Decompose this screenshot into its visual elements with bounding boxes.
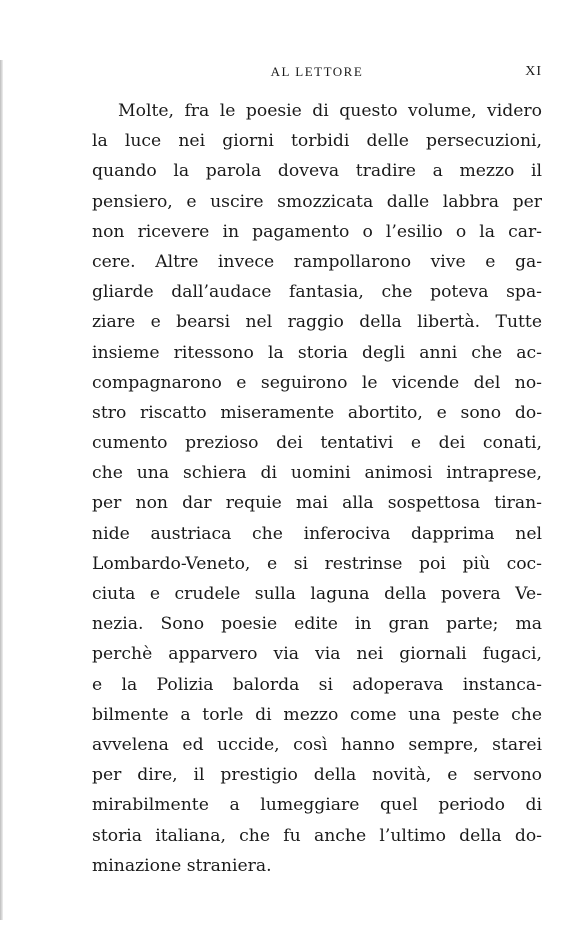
text-line: gliarde dall’audace fantasia, che poteva spa- <box>92 282 542 303</box>
page-number: XI <box>525 64 542 79</box>
body-paragraph <box>92 96 542 881</box>
text-line: e la Polizia balorda si adoperava instanca- <box>92 674 542 695</box>
text-line: insieme ritessono la storia degli anni che ac- <box>92 342 542 363</box>
text-line: cumento prezioso dei tentativi e dei conati, <box>92 433 542 454</box>
text-line: nide austriaca che inferociva dapprima nel <box>92 523 542 544</box>
text-line: stro riscatto miseramente abortito, e sono do- <box>92 402 542 423</box>
text-line: che una schiera di uomini animosi intraprese, <box>92 463 542 484</box>
text-line: storia italiana, che fu anche l’ultimo della do- <box>92 825 542 846</box>
text-line: non ricevere in pagamento o l’esilio o la car- <box>92 221 542 242</box>
text-line: per dire, il prestigio della novità, e servono <box>92 765 542 786</box>
text-line: ciuta e crudele sulla laguna della povera Ve- <box>92 584 542 604</box>
text-line: compagnarono e seguirono le vicende del no- <box>92 372 542 393</box>
text-line: minazione straniera. <box>92 855 272 876</box>
text-line: perchè apparvero via via nei giornali fugaci, <box>92 644 542 665</box>
text-line: nezia. Sono poesie edite in gran parte; ma <box>92 614 542 635</box>
text-line: la luce nei giorni torbidi delle persecuzioni, <box>92 131 542 152</box>
text-line: mirabilmente a lumeggiare quel periodo di <box>92 795 542 816</box>
text-line: quando la parola doveva tradire a mezzo il <box>92 161 542 182</box>
text-line: bilmente a torle di mezzo come una peste che <box>92 704 542 725</box>
text-line: avvelena ed uccide, così hanno sempre, starei <box>92 734 542 755</box>
text-line: ziare e bearsi nel raggio della libertà. Tutte <box>92 312 542 333</box>
text-line: Lombardo-Veneto, e si restrinse poi più coc- <box>92 553 542 574</box>
running-head <box>92 64 542 84</box>
page-edge-shadow <box>0 60 3 920</box>
running-title: AL LETTORE <box>270 64 364 79</box>
text-line: cere. Altre invece rampollarono vive e ga- <box>92 251 542 272</box>
text-line: per non dar requie mai alla sospettosa tiran- <box>92 493 542 514</box>
text-line: Molte, fra le poesie di questo volume, videro <box>118 101 542 121</box>
text-line: pensiero, e uscire smozzicata dalle labbra per <box>92 191 542 212</box>
